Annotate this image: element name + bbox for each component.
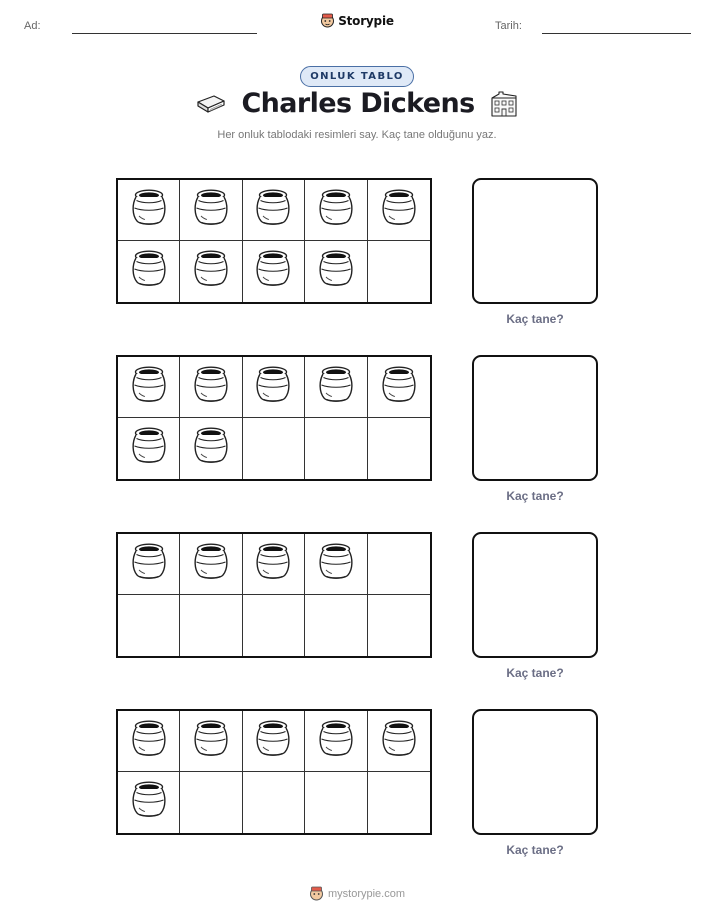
footer <box>0 886 714 907</box>
pot-icon <box>131 249 167 294</box>
pot-icon <box>381 365 417 410</box>
frame-cell <box>180 711 242 772</box>
frame-cell <box>305 357 367 418</box>
building-icon <box>489 90 519 118</box>
pot-icon <box>255 249 291 294</box>
brand-name: Storypie <box>338 14 394 28</box>
storypie-mascot-icon <box>309 886 324 902</box>
answer-box-4[interactable] <box>472 709 598 835</box>
frame-cell <box>118 418 180 479</box>
ten-frame-2 <box>116 355 432 481</box>
footer-url[interactable]: mystorypie.com <box>327 888 406 900</box>
frame-cell <box>180 595 242 656</box>
pot-icon <box>131 542 167 587</box>
frame-cell <box>368 357 430 418</box>
frame-cell <box>368 534 430 595</box>
answer-label-3: Kaç tane? <box>506 666 564 680</box>
frame-cell <box>305 711 367 772</box>
frame-cell <box>180 534 242 595</box>
answer-label-1: Kaç tane? <box>506 312 564 326</box>
frame-cell <box>368 180 430 241</box>
title-row <box>0 88 714 119</box>
frame-cell <box>118 241 180 302</box>
frame-cell <box>368 772 430 833</box>
frame-cell <box>243 595 305 656</box>
worksheet-type-badge: ONLUK TABLO <box>300 66 414 87</box>
frame-cell <box>180 357 242 418</box>
ten-frame-4 <box>116 709 432 835</box>
frame-cell <box>305 418 367 479</box>
pot-icon <box>255 188 291 233</box>
frame-cell <box>368 241 430 302</box>
book-icon <box>195 93 227 115</box>
frame-cell <box>305 534 367 595</box>
page-title: Charles Dickens <box>241 88 475 119</box>
pot-icon <box>131 719 167 764</box>
pot-icon <box>318 719 354 764</box>
frame-cell <box>368 595 430 656</box>
pot-icon <box>381 188 417 233</box>
ten-frame-3 <box>116 532 432 658</box>
frame-cell <box>305 772 367 833</box>
frame-cell <box>243 711 305 772</box>
frame-cell <box>305 180 367 241</box>
pot-icon <box>193 719 229 764</box>
pot-icon <box>193 188 229 233</box>
frame-cell <box>118 357 180 418</box>
pot-icon <box>193 426 229 471</box>
frame-cell <box>118 595 180 656</box>
ten-frame-1 <box>116 178 432 304</box>
name-label: Ad: <box>24 20 41 32</box>
frame-cell <box>118 711 180 772</box>
pot-icon <box>318 249 354 294</box>
answer-box-3[interactable] <box>472 532 598 658</box>
pot-icon <box>193 249 229 294</box>
storypie-mascot-icon <box>320 13 335 29</box>
answer-box-1[interactable] <box>472 178 598 304</box>
pot-icon <box>255 365 291 410</box>
pot-icon <box>318 542 354 587</box>
frame-cell <box>368 418 430 479</box>
frame-cell <box>118 534 180 595</box>
pot-icon <box>193 365 229 410</box>
frame-cell <box>243 241 305 302</box>
frame-cell <box>118 772 180 833</box>
frame-cell <box>243 534 305 595</box>
pot-icon <box>318 188 354 233</box>
frame-cell <box>118 180 180 241</box>
pot-icon <box>193 542 229 587</box>
pot-icon <box>131 365 167 410</box>
frame-cell <box>243 418 305 479</box>
answer-label-4: Kaç tane? <box>506 843 564 857</box>
frame-cell <box>305 241 367 302</box>
frame-cell <box>243 357 305 418</box>
pot-icon <box>318 365 354 410</box>
pot-icon <box>131 780 167 825</box>
frame-cell <box>180 418 242 479</box>
frame-cell <box>180 241 242 302</box>
pot-icon <box>255 542 291 587</box>
brand-logo <box>0 13 714 34</box>
pot-icon <box>381 719 417 764</box>
frame-cell <box>243 180 305 241</box>
pot-icon <box>255 719 291 764</box>
frame-cell <box>368 711 430 772</box>
answer-box-2[interactable] <box>472 355 598 481</box>
answer-label-2: Kaç tane? <box>506 489 564 503</box>
pot-icon <box>131 426 167 471</box>
frame-cell <box>243 772 305 833</box>
pot-icon <box>131 188 167 233</box>
frame-cell <box>180 772 242 833</box>
frame-cell <box>305 595 367 656</box>
instructions: Her onluk tablodaki resimleri say. Kaç tane olduğunu yaz. <box>217 129 497 141</box>
frame-cell <box>180 180 242 241</box>
date-label: Tarih: <box>495 20 522 32</box>
